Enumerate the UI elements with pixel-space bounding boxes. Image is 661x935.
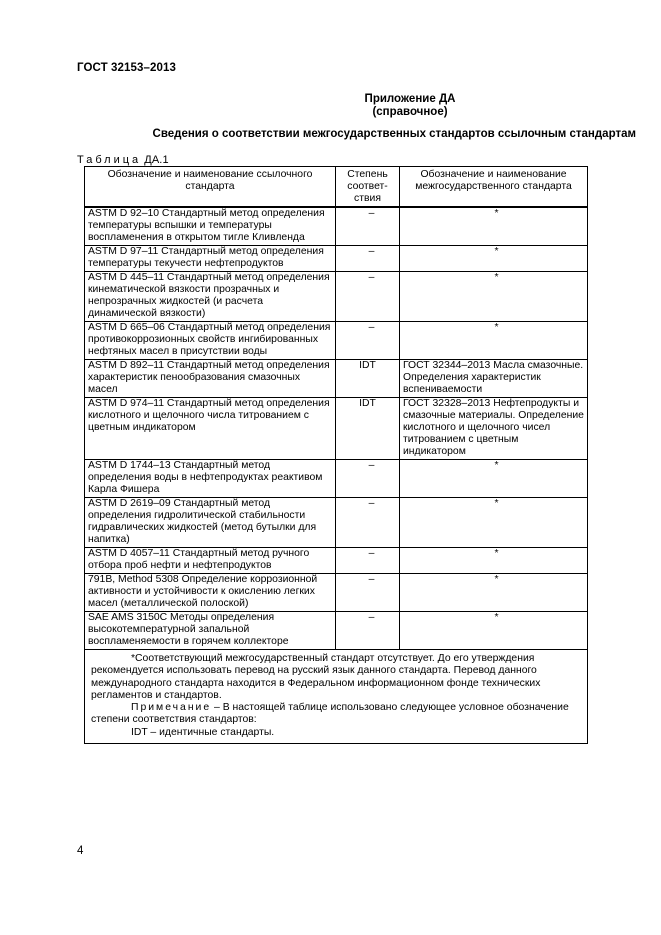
degree-cell <box>336 612 400 650</box>
note-item: IDT – идентичные стандарты. <box>131 726 275 738</box>
page-number: 4 <box>77 845 84 857</box>
table-caption-prefix: Таблица <box>77 154 142 166</box>
section-title: Сведения о соответствии межгосударственных стандартов ссылочным стандартам <box>152 128 636 140</box>
degree-value: – <box>368 208 375 219</box>
footnote-text: *Соответствующий межгосударственный стандарт отсутствует. До его утверждения рекомендуется использовать перевод на русский язык данного стандарта. Перевод данного международного стандарта находится в Федеральном информационном фонде технических регламентов и стандартов. <box>91 653 541 701</box>
degree-cell: IDT <box>336 398 400 460</box>
national-cell <box>400 460 588 498</box>
correspondence-table <box>84 166 588 744</box>
standard-code-header: ГОСТ 32153–2013 <box>77 62 177 74</box>
degree-cell <box>336 498 400 548</box>
degree-cell <box>336 207 400 246</box>
column-header-reference: Обозначение и наименование ссылочного стандарта <box>85 167 336 208</box>
table-row <box>85 612 588 650</box>
reference-cell: ASTM D 445–11 Стандартный метод определения кинематической вязкости прозрачных и непрозрачных жидкостей (и расчета динамической вязкости) <box>85 272 336 322</box>
national-value: * <box>494 574 499 585</box>
table-caption-number: ДА.1 <box>144 154 169 166</box>
national-value: ГОСТ 32344–2013 Масла смазочные. Определения характеристик вспениваемости <box>403 360 584 395</box>
degree-cell <box>336 548 400 574</box>
table-footnote-cell <box>85 650 588 744</box>
reference-cell: ASTM D 1744–13 Стандартный метод определения воды в нефтепродуктах реактивом Карла Фишера <box>85 460 336 498</box>
national-cell <box>400 207 588 246</box>
degree-cell: IDT <box>336 360 400 398</box>
national-cell <box>400 574 588 612</box>
national-cell <box>400 246 588 272</box>
degree-value: – <box>368 246 375 257</box>
reference-cell: ASTM D 665–06 Стандартный метод определения противокоррозионных свойств ингибированных нефтяных масел в присутствии воды <box>85 322 336 360</box>
degree-cell <box>336 460 400 498</box>
national-value: ГОСТ 32328–2013 Нефтепродукты и смазочные материалы. Определение кислотного и щелочного чисел титрованием с цветным индикатором <box>403 398 584 457</box>
degree-value: – <box>368 574 375 585</box>
national-cell <box>400 612 588 650</box>
national-cell <box>400 272 588 322</box>
reference-cell: ASTM D 97–11 Стандартный метод определения температуры текучести нефтепродуктов <box>85 246 336 272</box>
national-cell <box>400 498 588 548</box>
degree-cell <box>336 574 400 612</box>
reference-cell: ASTM D 892–11 Стандартный метод определения характеристик пенообразования смазочных масел <box>85 360 336 398</box>
reference-cell: ASTM D 974–11 Стандартный метод определения кислотного и щелочного числа титрованием с цветным индикатором <box>85 398 336 460</box>
table-row <box>85 398 588 460</box>
degree-value: – <box>368 322 375 333</box>
column-header-national: Обозначение и наименование межгосударственного стандарта <box>400 167 588 208</box>
note-text: – В настоящей таблице использовано следующее условное обозначение степени соответствия стандартов: <box>91 702 569 726</box>
degree-value: – <box>368 548 375 559</box>
table-caption <box>77 154 169 166</box>
national-value: * <box>494 498 499 509</box>
degree-value: – <box>368 612 375 623</box>
reference-cell: SAE AMS 3150C Методы определения высокотемпературной запальной воспламеняемости в горячем коллекторе <box>85 612 336 650</box>
national-cell <box>400 322 588 360</box>
national-value: * <box>494 208 499 219</box>
table-row <box>85 272 588 322</box>
reference-cell: ASTM D 92–10 Стандартный метод определения температуры вспышки и температуры воспламенения в открытом тигле Кливленда <box>85 207 336 246</box>
column-header-degree: Степень соответ-ствия <box>336 167 400 208</box>
national-value: * <box>494 272 499 283</box>
table-row <box>85 360 588 398</box>
table-header-row <box>85 167 588 208</box>
reference-cell: 791B, Method 5308 Определение коррозионной активности и устойчивости к окислению легких масел (металлической полоской) <box>85 574 336 612</box>
table-row <box>85 574 588 612</box>
national-value: * <box>494 322 499 333</box>
national-cell <box>400 398 588 460</box>
table-row <box>85 207 588 246</box>
national-cell <box>400 360 588 398</box>
degree-cell <box>336 322 400 360</box>
degree-value: – <box>368 460 375 471</box>
national-value: * <box>494 246 499 257</box>
degree-cell <box>336 246 400 272</box>
appendix-type: (справочное) <box>372 106 448 118</box>
note-paragraph <box>91 702 581 727</box>
appendix-title: Приложение ДА <box>364 93 456 105</box>
note-label: Примечание <box>131 702 212 714</box>
table-row <box>85 548 588 574</box>
degree-value: – <box>368 272 375 283</box>
reference-cell: ASTM D 4057–11 Стандартный метод ручного отбора проб нефти и нефтепродуктов <box>85 548 336 574</box>
table-row <box>85 322 588 360</box>
table-footnote-row <box>85 650 588 744</box>
degree-value: – <box>368 498 375 509</box>
table-row <box>85 246 588 272</box>
national-cell <box>400 548 588 574</box>
national-value: * <box>494 460 499 471</box>
national-value: * <box>494 548 499 559</box>
appendix-heading <box>250 93 570 119</box>
national-value: * <box>494 612 499 623</box>
degree-cell <box>336 272 400 322</box>
table-row <box>85 498 588 548</box>
table-row <box>85 460 588 498</box>
reference-cell: ASTM D 2619–09 Стандартный метод определения гидролитической стабильности гидравлических жидкостей (метод бутылки для напитка) <box>85 498 336 548</box>
